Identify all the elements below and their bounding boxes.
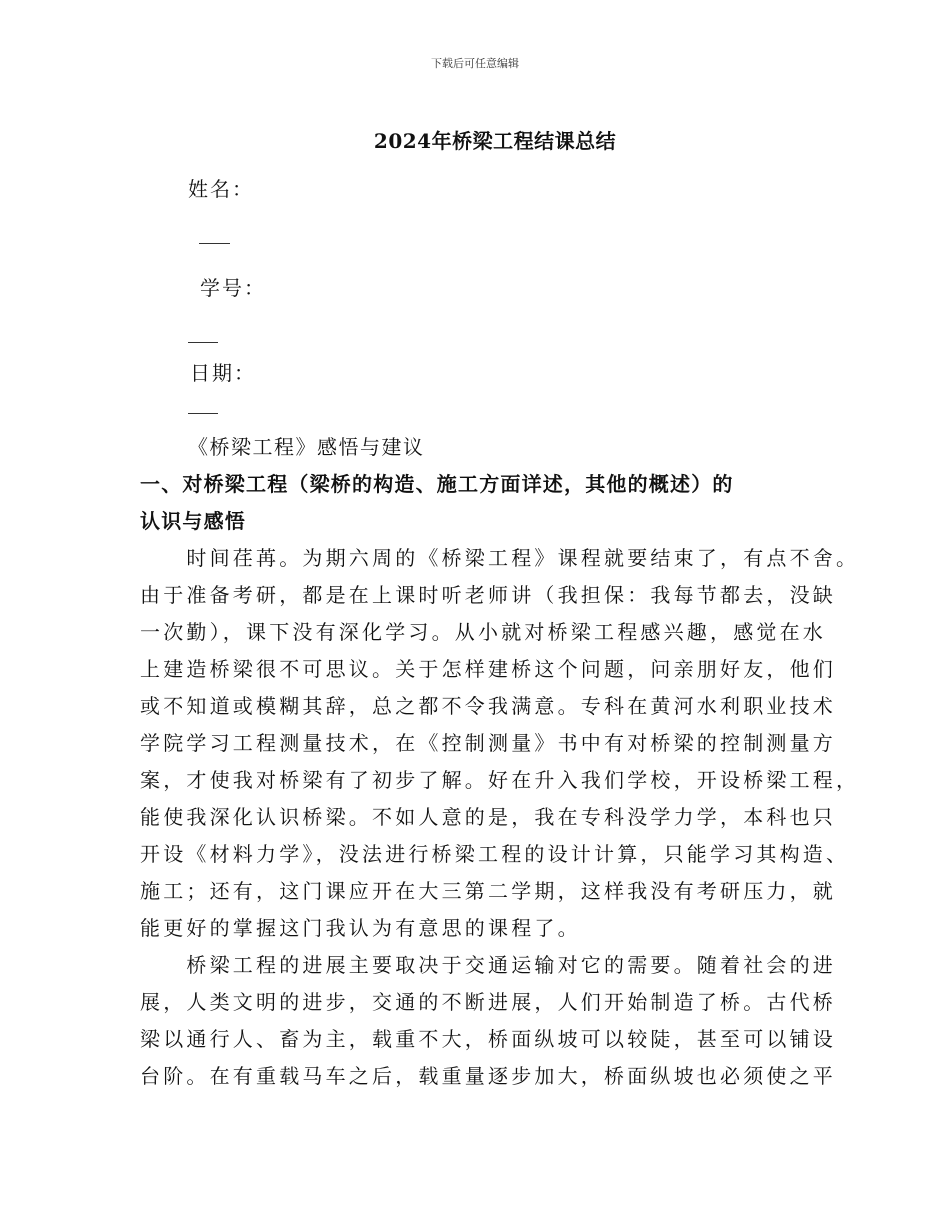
essay-subtitle: 《桥梁工程》感悟与建议 bbox=[188, 435, 425, 459]
paragraph-line: 梁以通行人、畜为主，载重不大，桥面纵坡可以较陡，甚至可以铺设 bbox=[140, 1027, 836, 1051]
paragraph-line: 时间荏苒。为期六周的《桥梁工程》课程就要结束了，有点不舍。 bbox=[140, 546, 860, 570]
paragraph-line: 或不知道或模糊其辞，总之都不令我满意。专科在黄河水利职业技术 bbox=[140, 694, 836, 718]
paragraph-line: 上建造桥梁很不可思议。关于怎样建桥这个问题，问亲朋好友，他们 bbox=[140, 657, 836, 681]
paragraph-line: 台阶。在有重载马车之后，载重量逐步加大，桥面纵坡也必须使之平 bbox=[140, 1064, 836, 1088]
paragraph-line: 一次勤），课下没有深化学习。从小就对桥梁工程感兴趣，感觉在水 bbox=[140, 620, 826, 644]
paragraph-line: 展，人类文明的进步，交通的不断进展，人们开始制造了桥。古代桥 bbox=[140, 990, 836, 1014]
paragraph-line: 桥梁工程的进展主要取决于交通运输对它的需要。随着社会的进 bbox=[140, 953, 836, 977]
paragraph-line: 能更好的掌握这门我认为有意思的课程了。 bbox=[140, 916, 581, 940]
paragraph-line: 施工；还有，这门课应开在大三第二学期，这样我没有考研压力，就 bbox=[140, 879, 836, 903]
student-id-blank-line bbox=[188, 342, 218, 343]
paragraph-line: 能使我深化认识桥梁。不如人意的是，我在专科没学力学，本科也只 bbox=[140, 805, 836, 829]
student-id-label: 学号： bbox=[200, 276, 266, 300]
paragraph-line: 由于准备考研，都是在上课时听老师讲（我担保：我每节都去，没缺 bbox=[140, 583, 836, 607]
date-blank-line bbox=[188, 413, 218, 414]
section-heading-line: 认识与感悟 bbox=[140, 509, 246, 533]
paragraph-line: 案，才使我对桥梁有了初步了解。好在升入我们学校，开设桥梁工程， bbox=[140, 768, 860, 792]
name-label: 姓名： bbox=[188, 177, 254, 201]
paragraph-line: 学院学习工程测量技术，在《控制测量》书中有对桥梁的控制测量方 bbox=[140, 731, 836, 755]
section-heading-line: 一、对桥梁工程（梁桥的构造、施工方面详述，其他的概述）的 bbox=[140, 472, 734, 496]
header-note: 下载后可任意编辑 bbox=[431, 57, 519, 70]
name-blank-line bbox=[199, 243, 230, 244]
document-title: 2024年桥梁工程结课总结 bbox=[373, 129, 617, 153]
date-label: 日期： bbox=[190, 361, 256, 385]
paragraph-line: 开设《材料力学》，没法进行桥梁工程的设计计算，只能学习其构造、 bbox=[140, 842, 850, 866]
